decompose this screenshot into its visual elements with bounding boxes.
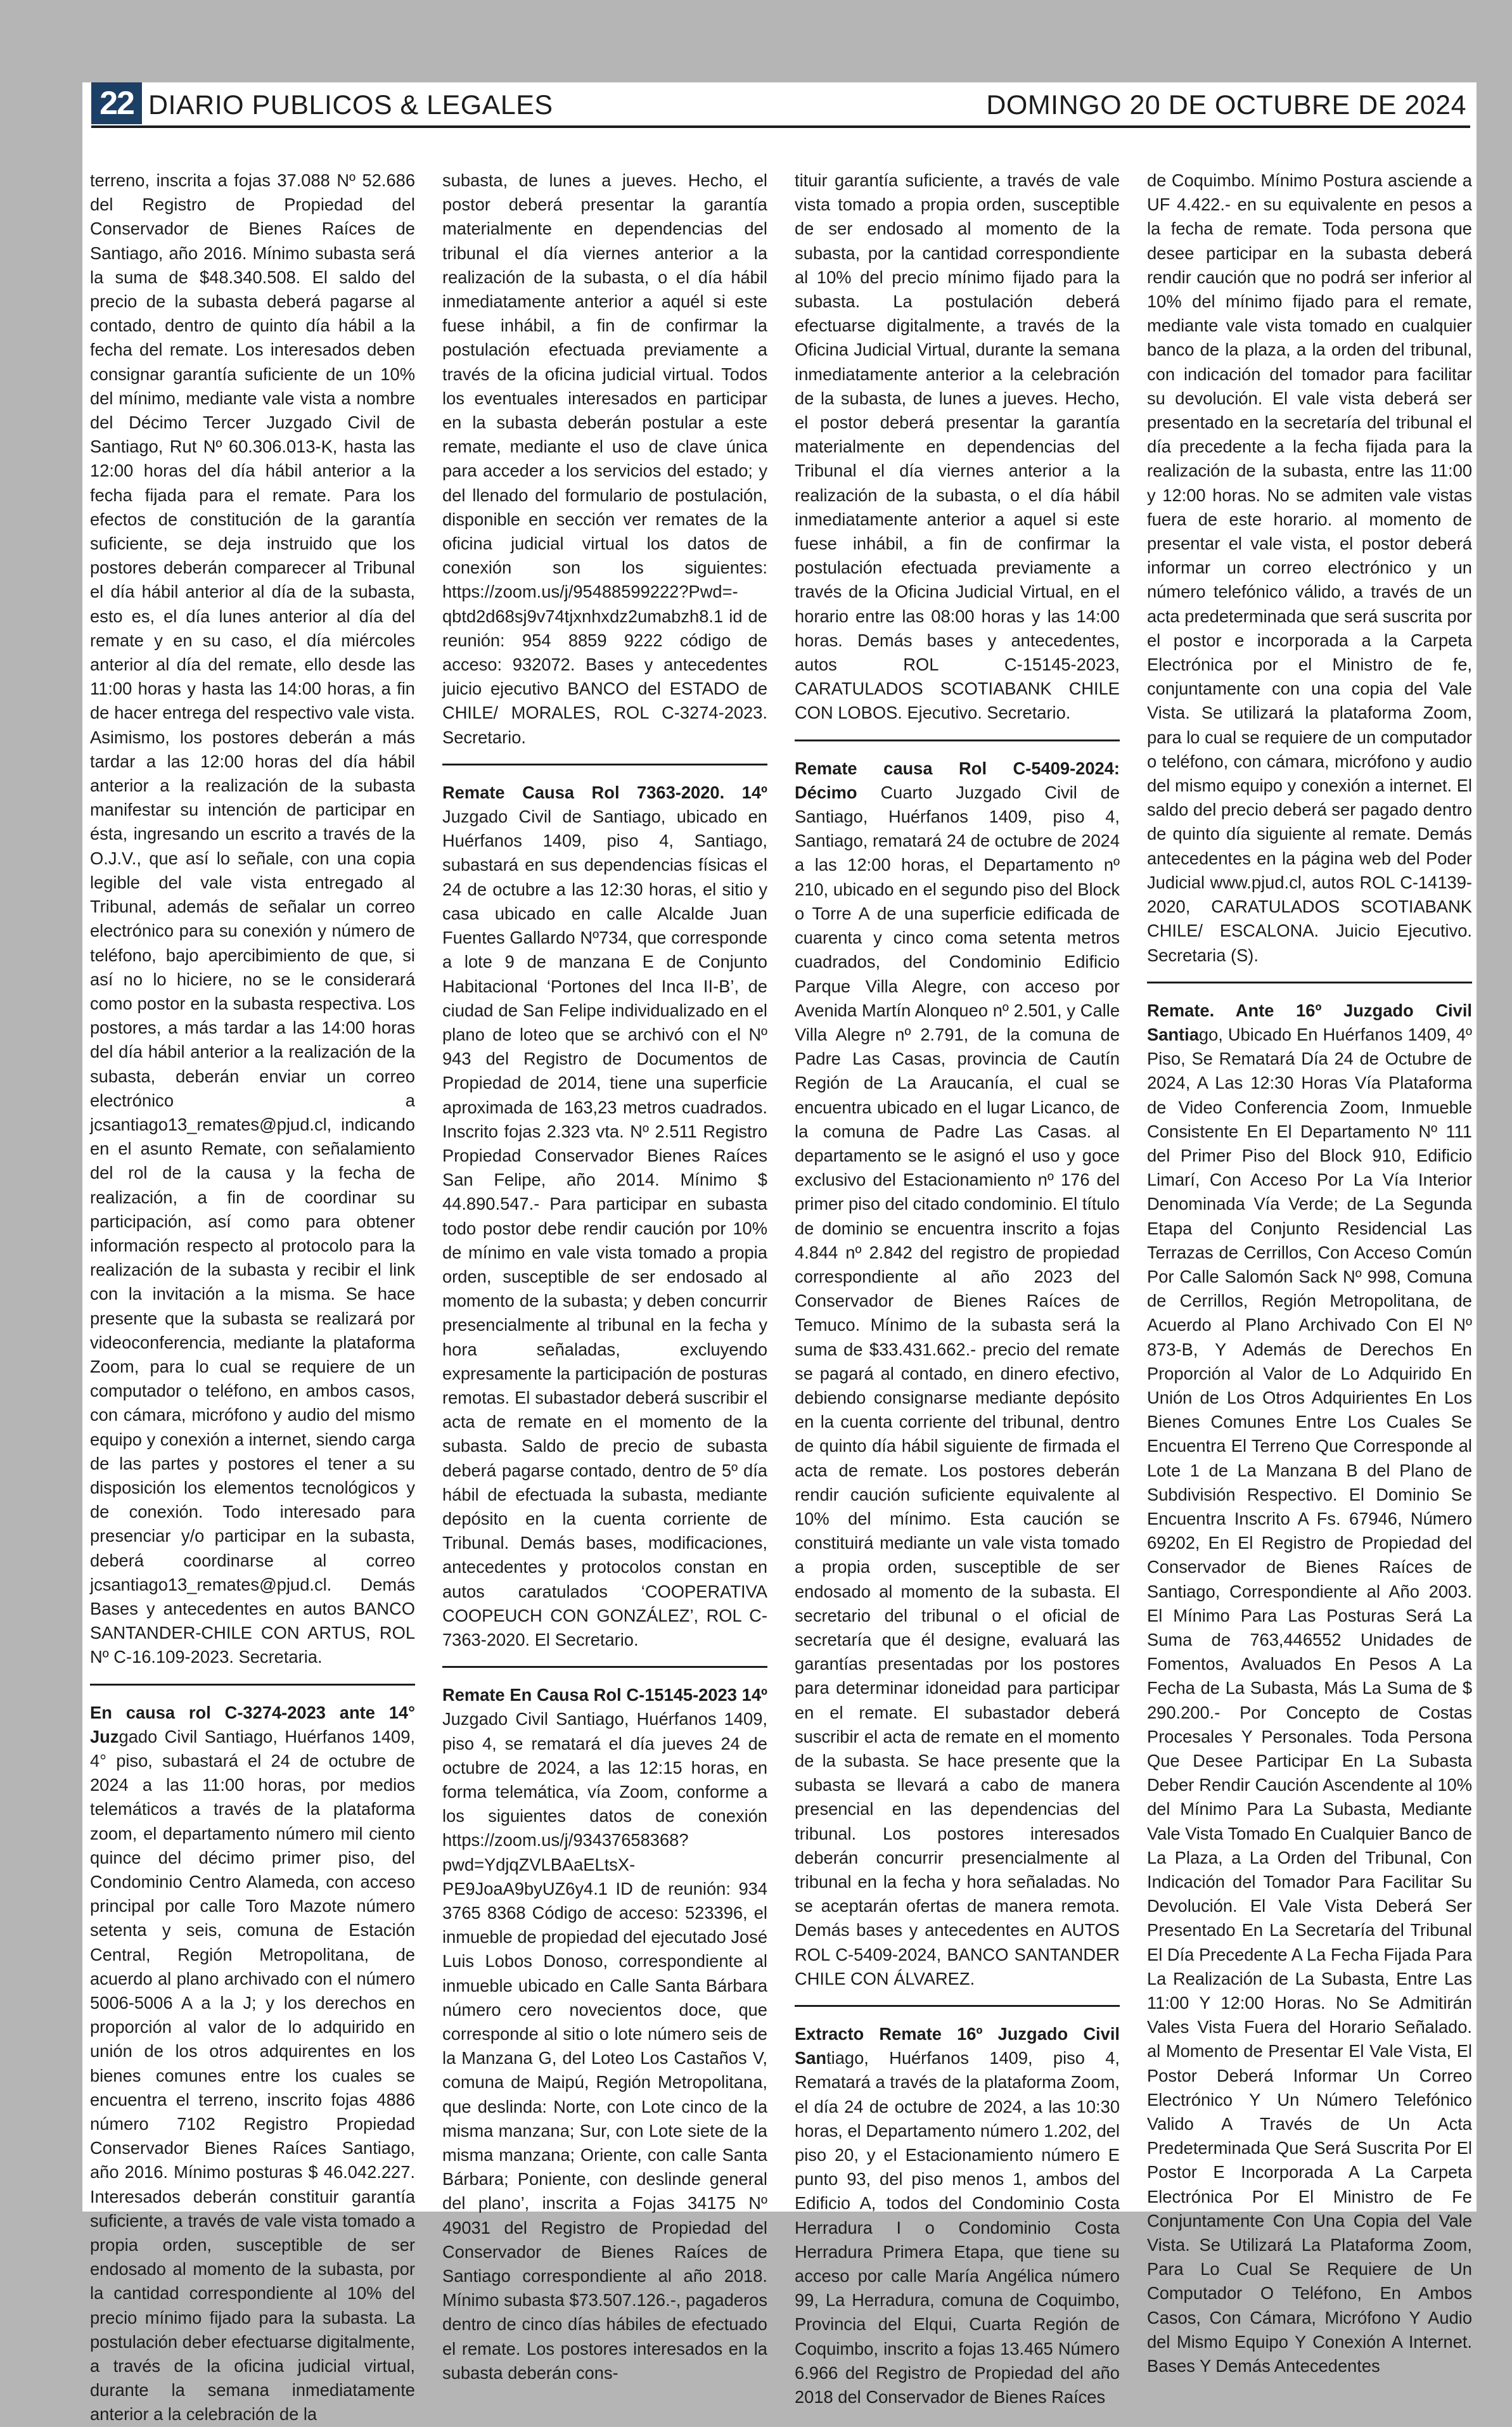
- notice-lead: En causa rol C-3274-2023 ante 14° Juz: [90, 1702, 415, 1746]
- notice-text: terreno, inscrita a fojas 37.088 Nº 52.686 del Registro de Propiedad del Conservador de Bienes Raíces de Santiago, año 2016. Mínimo subasta será la suma de $48.340.508. El saldo del precio de la subasta deberá pagarse al contado, dentro de quinto día hábil a la fecha del remate. Los interesados deben consignar garantía suficiente de un 10% del mínimo, mediante vale vista a nombre del Décimo Tercer Juzgado Civil de Santiago, Rut Nº 60.306.013-K, hasta las 12:00 horas del día hábil anterior a la fecha fijada para el remate. Para los efectos de constitución de la garantía suficiente, se deja instruido que los postores deberán comparecer al Tribunal el día hábil anterior al día de la subasta, esto es, el día lunes anterior al día del remate y en su caso, el día miércoles anterior al día del remate, ello desde las 11:00 horas y hasta las 14:00 horas, a fin de hacer entrega del respectivo vale vista. Asimismo, los postores deberán a más tardar a las 12:00 horas del día hábil anterior a la realización de la subasta manifestar su intención de participar en ésta, ingresando un escrito a través de la O.J.V., que así lo señale, con una copia legible del vale vista entregado al Tribunal, además de señalar un correo electrónico para su conexión y número de teléfono, bajo apercibimiento de que, si así no lo hiciere, no se le considerará como postor en la subasta respectiva. Los postores, a más tardar a las 14:00 horas del día hábil anterior a la realización de la subasta, deberán enviar un correo electrónico a jcsantiago13_remates@pjud.cl, indicando en el asunto Remate, con señalamiento del rol de la causa y la fecha de realización, a fin de coordinar su participación, así como para obtener información respecto al protocolo para la realización de la subasta y recibir el link con la invitación a la misma. Se hace presente que la subasta se realizará por videoconferencia, mediante la plataforma Zoom, para lo cual se requiere de un computador o teléfono, en ambos casos, con cámara, micrófono y audio del mismo equipo y conexión a internet, siendo carga de las partes y postores el tener a su disposición los elementos tecnológicos y de conexión. Todo interesado para presenciar y/o participar en la subasta, deberá coordinarse al correo jcsantiago13_remates@pjud.cl. Demás Bases y antecedentes en autos BANCO SANTANDER-CHILE CON ARTUS, ROL Nº C-16.109-2023. Secretaria.: [90, 170, 415, 1667]
- notice-text: Juzgado Civil Santiago, Huérfanos 1409, piso 4, se rematará el día jueves 24 de octubre de 2024, a las 12:15 horas, en forma telemática, vía Zoom, conforme a los siguientes datos de conexión https://zoom.us/j/93437658368?pwd=YdjqZVLBAaELtsX-PE9JoaA9byUZ6y4.1 ID de reunión: 934 3765 8368 Código de acceso: 523396, el inmueble de propiedad del ejecutado José Luis Lobos Donoso, correspondiente al inmueble ubicado en Calle Santa Bárbara número cero novecientos doce, que corresponde al sitio o lote número seis de la Manzana G, del Loteo Los Castaños V, comuna de Maipú, Región Metropolitana, que deslinda: Norte, con Lote cinco de la misma manzana; Sur, con Lote siete de la misma manzana; Oriente, con calle Santa Bárbara; Poniente, con deslinde general del plano’, inscrita a Fojas 34175 Nº 49031 del Registro de Propiedad del Conservador de Bienes Raíces de Santiago correspondiente al año 2018. Mínimo subasta $73.507.126.-, pagaderos dentro de cinco días hábiles de efectuado el remate. Los postores interesados en la subasta deberán cons-: [442, 1709, 767, 2383]
- page-number: 22: [91, 82, 142, 124]
- column-4: [1147, 169, 1472, 2376]
- notice-text: de Coquimbo. Mínimo Postura asciende a UF 4.422.- en su equivalente en pesos a la fecha de remate. Toda persona que desee participar en la subasta deberá rendir caución que no podrá ser inferior al 10% del mínimo fijado para el remate, mediante vale vista tomado en cualquier banco de la plaza, a la orden del tribunal, con indicación del tomador para facilitar su devolución. El vale vista deberá ser presentado en la secretaría del tribunal el día precedente a la fecha fijada para la realización de la subasta, entre las 11:00 y 12:00 horas. No se admiten vale vistas fuera de este horario. al momento de presentar el vale vista, el postor deberá informar un correo electrónico y un número telefónico válido, a través de un acta predeterminada que será suscrita por el postor e incorporada a la Carpeta Electrónica por el Ministro de fe, conjuntamente con una copia del Vale Vista. Se utilizará la plataforma Zoom, para lo cual se requiere de un computador o teléfono, con cámara, micrófono y audio del mismo equipo y conexión a internet. El saldo del precio deberá ser pagado dentro de quinto día siguiente al remate. Demás antecedentes en la página web del Poder Judicial www.pjud.cl, autos ROL C-14139-2020, CARATULADOS SCOTIABANK CHILE/ ESCALONA. Juicio Ejecutivo. Secretaria (S).: [1147, 170, 1472, 965]
- column-1: [90, 169, 415, 2424]
- notice-continuation: [442, 169, 767, 750]
- notice-remate-c-5409-2024: [795, 740, 1120, 1991]
- notice-text: subasta, de lunes a jueves. Hecho, el postor deberá presentar la garantía materialmente en dependencias del tribunal el día viernes anterior a la realización de la subasta, o el día hábil inmediatamente anterior a aquél si este fuese inhábil, a fin de confirmar la postulación efectuada previamente a través de la oficina judicial virtual. Todos los eventuales interesados en participar en la subasta deberán postular a este remate, mediante el uso de clave única para acceder a los servicios del estado; y del llenado del formulario de postulación, disponible en sección ver remates de la oficina judicial virtual los datos de conexión son los siguientes: https://zoom.us/j/95488599222?Pwd=-qbtd2d68sj9v74tjxnhxdz2umabzh8.1 id de reunión: 954 8859 9222 código de acceso: 932072. Bases y antecedentes juicio ejecutivo BANCO del ESTADO de CHILE/ MORALES, ROL C-3274-2023. Secretario.: [442, 170, 767, 747]
- notice-continuation: [90, 169, 415, 1670]
- issue-date: DOMINGO 20 DE OCTUBRE DE 2024: [986, 90, 1466, 120]
- page-header: [82, 82, 1477, 127]
- notice-lead: Remate causa Rol C-5409-2024: Décimo: [795, 758, 1120, 802]
- notice-lead: Remate. Ante 16º Juzgado Civil Santia: [1147, 1000, 1472, 1044]
- notice-text: go, Ubicado En Huérfanos 1409, 4º Piso, Se Rematará Día 24 de Octubre de 2024, A Las 12:30 Horas Vía Plataforma de Video Conferencia Zoom, Inmueble Consistente En El Departamento Nº 111 del Primer Piso del Block 910, Edificio Limarí, Con Acceso Por La Vía Interior Denominada Vía Verde; de La Segunda Etapa del Conjunto Residencial Las Terrazas de Cerrillos, Con Acceso Común Por Calle Salomón Sack Nº 998, Comuna de Cerrillos, Región Metropolitana, de Acuerdo al Plano Archivado Con El Nº 873-B, Y Además de Derechos En Proporción al Valor de Lo Adquirido En Unión de Los Otros Adquirientes En Los Bienes Comunes Entre Los Cuales Se Encuentra El Terreno Que Corresponde al Lote 1 de La Manzana B del Plano de Subdivisión Respectivo. El Dominio Se Encuentra Inscrito A Fs. 67946, Número 69202, En El Registro de Propiedad del Conservador de Bienes Raíces de Santiago, Correspondiente al Año 2003. El Mínimo Para Las Posturas Será La Suma de 763,446552 Unidades de Fomentos, Avaluados En Pesos A La Fecha de La Subasta, Más La Suma de $ 290.200.- Por Concepto de Costas Procesales Y Personales. Toda Persona Que Desee Participar En La Subasta Deber Rendir Caución Ascendente al 10% del Mínimo Para La Subasta, Mediante Vale Vista Tomado En Cualquier Banco de La Plaza, a La Orden del Tribunal, Con Indicación del Tomador Para Facilitar Su Devolución. El Vale Vista Deberá Ser Presentado En La Secretaría del Tribunal El Día Precedente A La Fecha Fijada Para La Realización de La Subasta, Entre Las 11:00 Y 12:00 Horas. No Se Admitirán Vales Vista Fuera del Horario Señalado. al Momento de Presentar El Vale Vista, El Postor Deberá Informar Un Correo Electrónico Y Un Número Telefónico Valido A Través de Un Acta Predeterminada Que Será Suscrita Por El Postor E Incorporada A La Carpeta Electrónica Por El Ministro de Fe Conjuntamente Con Una Copia del Vale Vista. Se Utilizará La Plataforma Zoom, Para Lo Cual Se Requiere de Un Computador O Teléfono, En Ambos Casos, Con Cámara, Micrófono Y Audio del Mismo Equipo Y Conexión A Internet. Bases Y Demás Antecedentes: [1147, 1024, 1472, 2376]
- notice-lead: Remate En Causa Rol C-15145-2023 14º: [442, 1685, 767, 1705]
- notice-remate-c-3274-2023: [90, 1684, 415, 2427]
- notice-text: Cuarto Juzgado Civil de Santiago, Huérfanos 1409, piso 4, Santiago, rematará 24 de octubre de 2024 a las 12:00 horas, el Departamento nº 210, ubicado en el segundo piso del Block o Torre A de una superficie edificada de cuarenta y cinco coma setenta metros cuadrados, del Condominio Edificio Parque Villa Alegre, con acceso por Avenida Martín Alonqueo nº 2.501, y Calle Villa Alegre nº 2.791, de la comuna de Padre Las Casas, provincia de Cautín Región de La Araucanía, el cual se encuentra ubicado en el lugar Licanco, de la comuna de Padre Las Casas. al departamento se le asignó el uso y goce exclusivo del Estacionamiento nº 176 del primer piso del citado condominio. El título de dominio se encuentra inscrito a fojas 4.844 nº 2.842 del registro de propiedad correspondiente al año 2023 del Conservador de Bienes Raíces de Temuco. Mínimo de la subasta será la suma de $33.431.662.- precio del remate se pagará al contado, en dinero efectivo, debiendo consignarse mediante depósito en la cuenta corriente del tribunal, dentro de quinto día hábil siguiente de firmada el acta de remate. Los postores deberán rendir caución suficiente equivalente al 10% del mínimo. Esta caución se constituirá mediante un vale vista tomado a propia orden, susceptible de ser endosado al momento de la subasta. El secretario del tribunal o el oficial de secretaría que él designe, evaluará las garantías presentadas por los postores para determinar idoneidad para participar en el remate. El subastador deberá suscribir el acta de remate en el momento de la subasta. Se hace presente que la subasta se llevará a cabo de manera presencial en las dependencias del tribunal. Los postores interesados deberán concurrir presencialmente al tribunal en la fecha y hora señaladas. No se aceptarán ofertas de manera remota. Demás bases y antecedentes en AUTOS ROL C-5409-2024, BANCO SANTANDER CHILE CON ÁLVAREZ.: [795, 782, 1120, 1988]
- notice-text: Juzgado Civil de Santiago, ubicado en Huérfanos 1409, piso 4, Santiago, subastará en sus dependencias físicas el 24 de octubre a las 12:30 horas, el sitio y casa ubicado en calle Alcalde Juan Fuentes Gallardo Nº734, que corresponde a lote 9 de manzana E de Conjunto Habitacional ‘Portones del Inca II-B’, de ciudad de San Felipe individualizado en el plano de loteo que se archivó con el Nº 943 del Registro de Documentos de Propiedad de 2014, tiene una superficie aproximada de 163,23 metros cuadrados. Inscrito fojas 2.323 vta. Nº 2.511 Registro Propiedad Conservador Bienes Raíces San Felipe, año 2014. Mínimo $ 44.890.547.- Para participar en subasta todo postor debe rendir caución por 10% de mínimo en vale vista tomado a propia orden, susceptible de ser endosado al momento de la subasta; y deben concurrir presencialmente al tribunal en la fecha y hora señaladas, excluyendo expresamente la participación de posturas remotas. El subastador deberá suscribir el acta de remate en el momento de la subasta. Saldo de precio de subasta deberá pagarse contado, dentro de 5º día hábil de efectuada la subasta, mediante depósito en la cuenta corriente de Tribunal. Demás bases, modificaciones, antecedentes y protocolos constan en autos caratulados ‘COOPERATIVA COOPEUCH CON GONZÁLEZ’, ROL C-7363-2020. El Secretario.: [442, 807, 767, 1649]
- notice-remate-7363-2020: [442, 764, 767, 1652]
- notice-continuation: [795, 169, 1120, 726]
- notice-remate-16-juzgado: [1147, 982, 1472, 2379]
- notice-text: tiago, Huérfanos 1409, piso 4, Rematará a través de la plataforma Zoom, el día 24 de octubre de 2024, a las 10:30 horas, el Departamento número 1.202, del piso 20, y el Estacionamiento número E punto 93, del piso menos 1, ambos del Edificio A, todos del Condominio Costa Herradura I o Condominio Costa Herradura Primera Etapa, que tiene su acceso por calle María Angélica número 99, La Herradura, comuna de Coquimbo, Provincia del Elqui, Cuarta Región de Coquimbo, inscrito a fojas 13.465 Número 6.966 del Registro de Propiedad del año 2018 del Conservador de Bienes Raíces: [795, 2048, 1120, 2407]
- notice-text: gado Civil Santiago, Huérfanos 1409, 4° piso, subastará el 24 de octubre de 2024 a las 11:00 horas, por medios telemáticos a través de la plataforma zoom, el departamento número mil ciento quince del décimo primer piso, del Condominio Centro Alameda, con acceso principal por calle Toro Mazote número setenta y seis, comuna de Estación Central, Región Metropolitana, de acuerdo al plano archivado con el número 5006-5006 A a la J; y los derechos en proporción al valor de lo adquirido en unión de los otros adquirentes en los bienes comunes entre los cuales se encuentra el terreno, inscrito fojas 4886 número 7102 Registro Propiedad Conservador Bienes Raíces Santiago, año 2016. Mínimo posturas $ 46.042.227. Interesados deberán constituir garantía suficiente, a través de vale vista tomado a propia orden, susceptible de ser endosado al momento de la subasta, por la cantidad correspondiente al 10% del precio mínimo fijado para la subasta. La postulación deber efectuarse digitalmente, a través de la oficina judicial virtual, durante la semana inmediatamente anterior a la celebración de la: [90, 1726, 415, 2424]
- newspaper-page: [82, 82, 1477, 2424]
- notice-text: tituir garantía suficiente, a través de vale vista tomado a propia orden, susceptible de ser endosado al momento de la subasta, por la cantidad correspondiente al 10% del precio mínimo fijado para la subasta. La postulación deberá efectuarse digitalmente, a través de la Oficina Judicial Virtual, durante la semana inmediatamente anterior a la celebración de la subasta, de lunes a jueves. Hecho, el postor deberá presentar la garantía materialmente en dependencias del Tribunal el día viernes anterior a la realización de la subasta, o el día hábil inmediatamente anterior a aquel si este fuese inhábil, a fin de confirmar la postulación efectuada previamente a través de la Oficina Judicial Virtual, en el horario entre las 08:00 horas y las 14:00 horas. Demás bases y antecedentes, autos ROL C-15145-2023, CARATULADOS SCOTIABANK CHILE CON LOBOS. Ejecutivo. Secretario.: [795, 170, 1120, 723]
- notice-continuation: [1147, 169, 1472, 968]
- notice-remate-c-15145-2023: [442, 1666, 767, 2385]
- notice-extracto-remate-16: [795, 2005, 1120, 2409]
- column-2: [442, 169, 767, 2383]
- notice-lead: Remate Causa Rol 7363-2020. 14º: [442, 782, 767, 802]
- publication-name: DIARIO PUBLICOS & LEGALES: [148, 90, 553, 120]
- header-rule: [91, 125, 1470, 128]
- column-3: [795, 169, 1120, 2407]
- notice-lead: Extracto Remate 16º Juzgado Civil San: [795, 2024, 1120, 2068]
